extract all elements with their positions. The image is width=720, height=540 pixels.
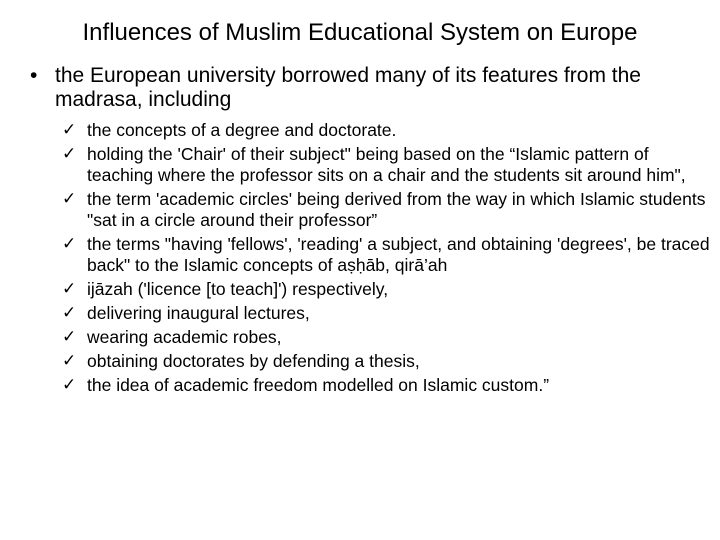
list-item [62,351,712,372]
main-bullet-text: the European university borrowed many of its features from the madrasa, including [55,64,641,111]
bullet-icon: • [30,64,38,87]
list-item-text: holding the 'Chair' of their subject" being based on the “Islamic pattern of teaching where the professor sits on a chair and the students sit around him", [87,144,686,185]
list-item-text: obtaining doctorates by defending a thesis, [87,351,420,371]
checkmark-icon: ✓ [62,120,77,140]
list-item-text: wearing academic robes, [87,327,282,347]
list-item [62,375,712,396]
checkmark-icon: ✓ [62,189,77,209]
list-item-text: ijāzah ('licence [to teach]') respectively, [87,279,389,299]
list-item-text: the terms "having 'fellows', 'reading' a subject, and obtaining 'degrees', be traced back" to the Islamic concepts of aṣḥāb, qirā’ah [87,234,710,275]
list-item [62,303,712,324]
list-item [62,120,712,141]
list-item-text: the term 'academic circles' being derived from the way in which Islamic students "sat in a circle around their professor” [87,189,706,230]
list-item-text: the concepts of a degree and doctorate. [87,120,397,140]
list-item [62,189,712,231]
checkmark-icon: ✓ [62,279,77,299]
sub-bullet-list [62,120,712,399]
main-bullet [30,64,690,112]
checkmark-icon: ✓ [62,303,77,323]
checkmark-icon: ✓ [62,375,77,395]
list-item [62,327,712,348]
checkmark-icon: ✓ [62,327,77,347]
checkmark-icon: ✓ [62,234,77,254]
checkmark-icon: ✓ [62,144,77,164]
list-item [62,279,712,300]
slide-title: Influences of Muslim Educational System on Europe [82,19,638,46]
list-item [62,234,712,276]
list-item [62,144,712,186]
list-item-text: delivering inaugural lectures, [87,303,310,323]
checkmark-icon: ✓ [62,351,77,371]
list-item-text: the idea of academic freedom modelled on Islamic custom.” [87,375,550,395]
